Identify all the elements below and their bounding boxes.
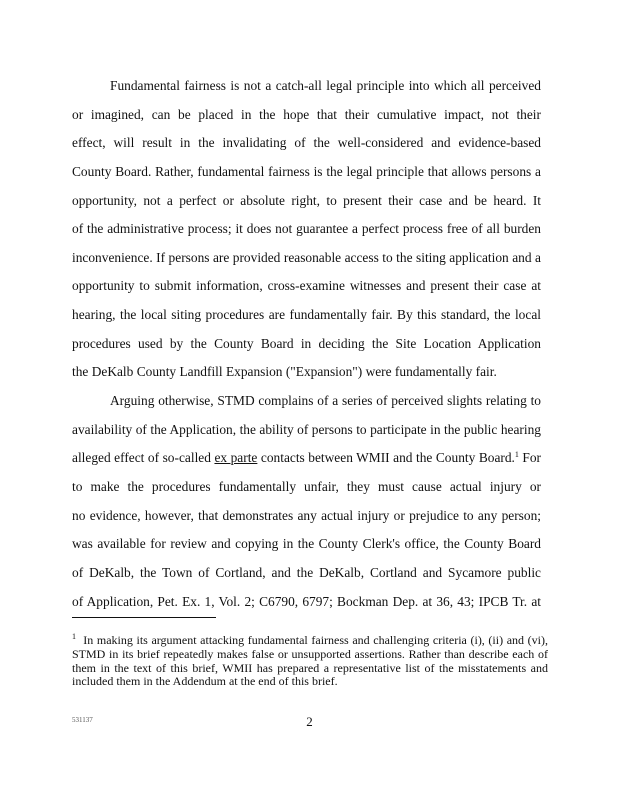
page-number: 2 bbox=[306, 714, 313, 729]
body-line: the DeKalb County Landfill Expansion ("Expansion") were fundamentally fair. bbox=[72, 364, 497, 380]
line-text: For bbox=[522, 450, 541, 466]
body-line-with-footnote bbox=[72, 444, 541, 473]
body-line: inconvenience. If persons are provided reasonable access to the siting application and a bbox=[72, 249, 541, 265]
body-line: no evidence, however, that demonstrates any actual injury or prejudice to any person; bbox=[72, 507, 541, 523]
line-text: alleged effect of so-called bbox=[72, 450, 215, 466]
ex-parte-underlined: ex parte bbox=[214, 450, 258, 466]
footnote-reference[interactable]: 1 bbox=[514, 450, 519, 460]
footnote bbox=[72, 634, 548, 689]
line-text: contacts between WMII and the County Board. bbox=[257, 450, 515, 466]
body-line: opportunity to submit information, cross-examine witnesses and present their case at bbox=[72, 278, 541, 294]
body-line: availability of the Application, the ability of persons to participate in the public hearing bbox=[72, 421, 541, 437]
document-code: 531137 bbox=[72, 716, 93, 724]
body-line: County Board. Rather, fundamental fairness is the legal principle that allows persons a bbox=[72, 163, 541, 179]
body-line: Arguing otherwise, STMD complains of a series of perceived slights relating to bbox=[110, 393, 541, 409]
footnote-line: included them in the Addendum at the end of this brief. bbox=[72, 674, 338, 689]
body-line: effect, will result in the invalidating of the well-considered and evidence-based bbox=[72, 135, 541, 151]
body-line: or imagined, can be placed in the hope that their cumulative impact, not their bbox=[72, 106, 541, 122]
footnote-line: STMD in its brief repeatedly makes false or unsupported assertions. Rather than describe each of bbox=[72, 646, 548, 661]
body-line: of the administrative process; it does not guarantee a perfect process free of all burden bbox=[72, 221, 541, 237]
body-line: to make the procedures fundamentally unfair, they must cause actual injury or bbox=[72, 478, 541, 494]
footnote-number: 1 bbox=[72, 632, 76, 641]
body-line: was available for review and copying in the County Clerk's office, the County Board bbox=[72, 536, 541, 552]
body-line: opportunity, not a perfect or absolute right, to present their case and be heard. It bbox=[72, 192, 541, 208]
footnote-text: In making its argument attacking fundamental fairness and challenging criteria (i), (ii) and (vi), bbox=[83, 633, 548, 647]
footnote-line: them in the text of this brief, WMII has prepared a representative list of the misstatements and bbox=[72, 660, 548, 675]
document-body bbox=[72, 72, 541, 616]
body-line: Fundamental fairness is not a catch-all legal principle into which all perceived bbox=[110, 78, 541, 93]
body-line: hearing, the local siting procedures are fundamentally fair. By this standard, the local bbox=[72, 307, 541, 323]
footnote-line bbox=[72, 634, 548, 648]
body-line: procedures used by the County Board in deciding the Site Location Application bbox=[72, 335, 541, 351]
body-line: of DeKalb, the Town of Cortland, and the DeKalb, Cortland and Sycamore public bbox=[72, 564, 541, 580]
footnote-separator bbox=[72, 617, 216, 618]
body-line: of Application, Pet. Ex. 1, Vol. 2; C6790, 6797; Bockman Dep. at 36, 43; IPCB Tr. at bbox=[72, 593, 541, 609]
